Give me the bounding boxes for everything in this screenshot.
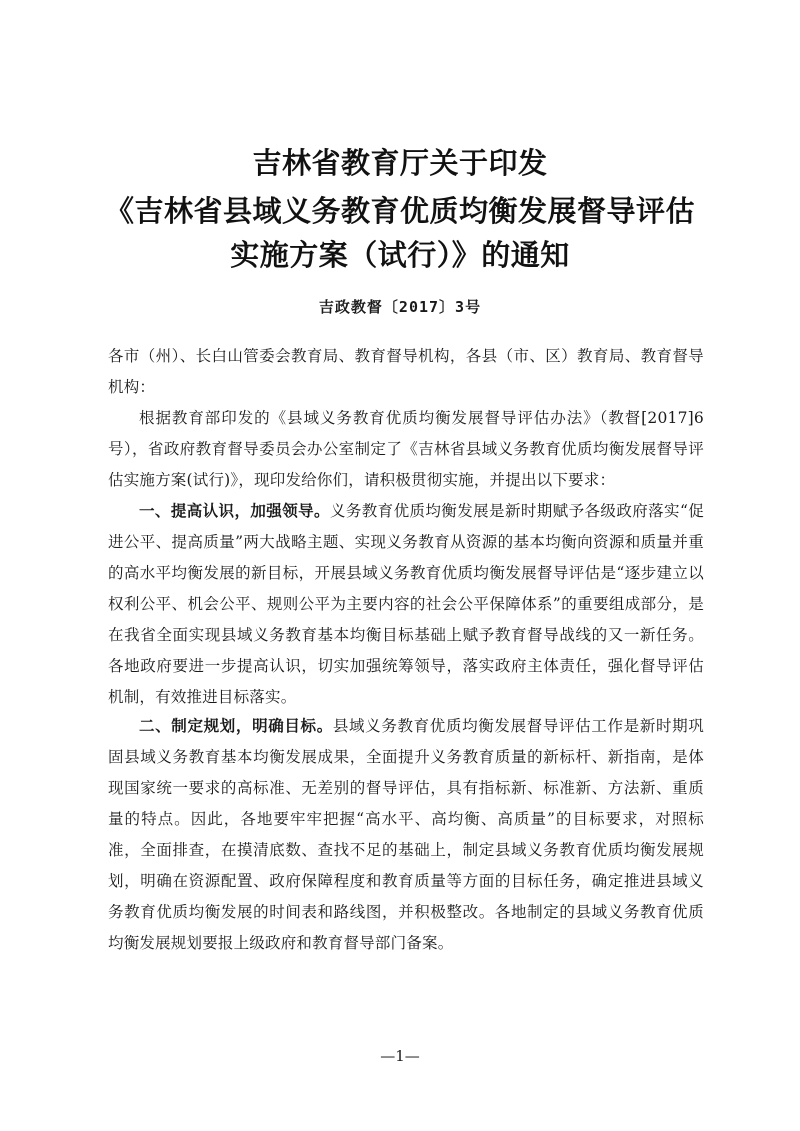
title-line-3: 实施方案（试行）》的通知 [230,238,570,272]
section-2-text: 县域义务教育优质均衡发展督导评估工作是新时期巩固县域义务教育基本均衡发展成果，全面提升义务教育质量的新标杆、新指南，是体现国家统一要求的高标准、无差别的督导评估，具有指标新、标准新、方法新、重质量的特点。因此，各地要牢牢把握“高水平、高均衡、高质量”的目标要求，对照标准，全面排查，在摸清底数、查找不足的基础上，制定县域义务教育优质均衡发展规划，明确在资源配置、政府保障程度和教育质量等方面的目标任务，确定推进县域义务教育优质均衡发展的时间表和路线图，并积极整改。各地制定的县域义务教育优质均衡发展规划要报上级政府和教育督导部门备案。 [108,717,704,952]
section-2-heading: 二、制定规划，明确目标。 [139,717,333,735]
addressee: 各市（州）、长白山管委会教育局、教育督导机构，各县（市、区）教育局、教育督导机构： [108,347,704,396]
paragraph-intro-text: 根据教育部印发的《县域义务教育优质均衡发展督导评估办法》（教督[2017]6号），省政府教育督导委员会办公室制定了《吉林省县域义务教育优质均衡发展督导评估实施方案(试行)》，现印发给你们，请积极贯彻实施，并提出以下要求： [108,409,704,489]
section-1-text: 义务教育优质均衡发展是新时期赋予各级政府落实“促进公平、提高质量”两大战略主题、实现义务教育从资源的基本均衡向资源和质量并重的高水平均衡发展的新目标，开展县域义务教育优质均衡发展督导评估是“逐步建立以权利公平、机会公平、规则公平为主要内容的社会公平保障体系”的重要组成部分，是在我省全面实现县域义务教育基本均衡目标基础上赋予教育督导战线的又一新任务。各地政府要进一步提高认识，切实加强统筹领导，落实政府主体责任，强化督导评估机制，有效推进目标落实。 [108,502,704,706]
title-line-2: 《吉林省县域义务教育优质均衡发展督导评估 [104,194,695,228]
document-number: 吉政教督〔2017〕3号 [318,298,482,316]
section-1-heading: 一、提高认识，加强领导。 [139,502,330,520]
title-line-1: 吉林省教育厅关于印发 [252,146,548,180]
paragraph-section-2 [108,711,704,959]
page-number: —1— [380,1047,420,1065]
paragraph-section-1 [108,496,704,713]
paragraph-intro [108,403,704,496]
